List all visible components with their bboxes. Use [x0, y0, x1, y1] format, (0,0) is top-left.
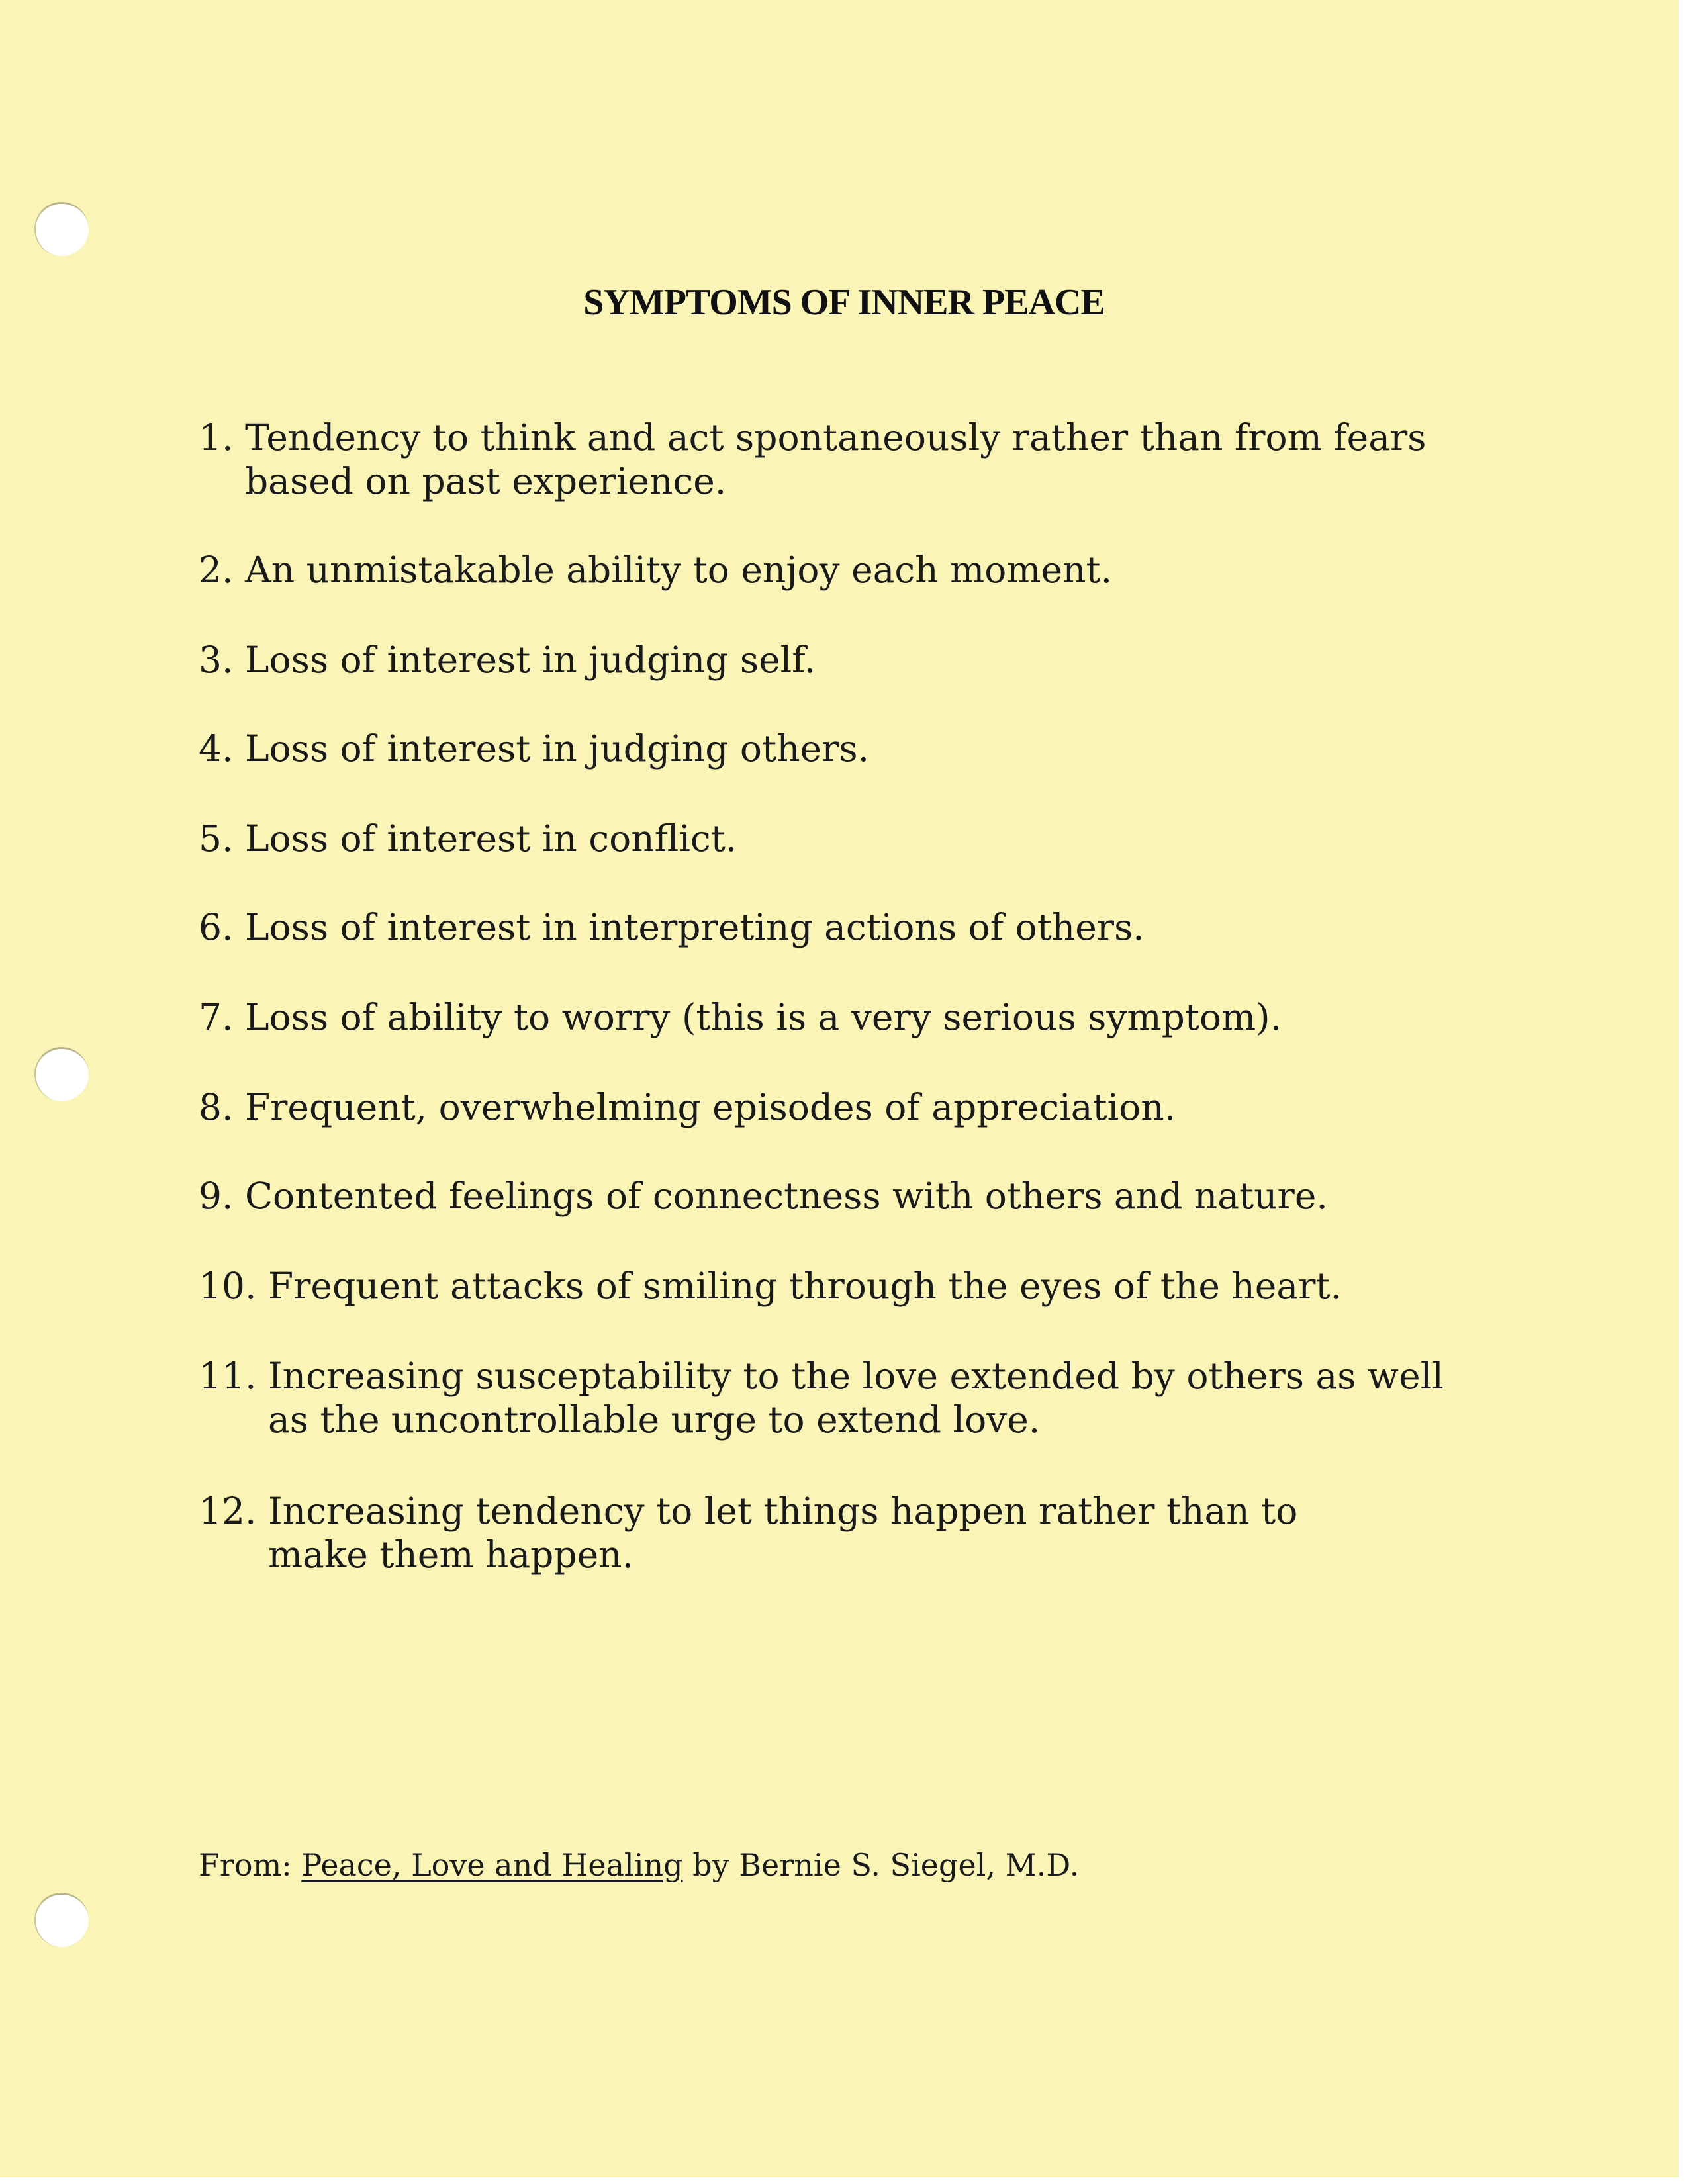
item-number: 10. — [199, 1265, 257, 1307]
item-text: Loss of interest in interpreting actions of others. — [244, 906, 1145, 948]
item-text: Tendency to think and act spontaneously rather than from fears based on past experience. — [244, 416, 1427, 502]
page-right-edge — [1679, 0, 1688, 2184]
item-number: 4. — [199, 727, 234, 770]
item-text: An unmistakable ability to enjoy each moment. — [244, 549, 1113, 591]
list-item — [199, 995, 1496, 1039]
list-item — [199, 1085, 1496, 1129]
page-bottom-edge — [0, 2177, 1688, 2184]
punch-hole-middle — [34, 1047, 89, 1101]
source-citation — [199, 1845, 1456, 1885]
item-number: 2. — [199, 549, 234, 591]
item-text: Contented feelings of connectness with others and nature. — [244, 1175, 1328, 1217]
list-item — [199, 1264, 1496, 1308]
document-title: SYMPTOMS OF INNER PEACE — [583, 282, 1105, 323]
list-item — [199, 905, 1496, 949]
item-number: 9. — [199, 1175, 234, 1217]
item-text: Loss of interest in judging self. — [244, 639, 816, 681]
punch-hole-bottom — [34, 1893, 89, 1947]
item-number: 3. — [199, 639, 234, 681]
item-number: 8. — [199, 1086, 234, 1128]
citation-author: by Bernie S. Siegel, M.D. — [682, 1847, 1080, 1883]
list-item — [199, 727, 1496, 770]
list-item — [199, 1354, 1496, 1441]
item-number: 6. — [199, 906, 234, 948]
punch-hole-top — [34, 202, 89, 256]
item-text: Increasing susceptability to the love extended by others as well as the uncontrollable urge to extend love. — [267, 1355, 1444, 1441]
item-number: 5. — [199, 817, 234, 860]
item-number: 1. — [199, 416, 234, 459]
item-text: Frequent attacks of smiling through the eyes of the heart. — [267, 1265, 1342, 1307]
list-item — [199, 817, 1496, 860]
item-text: Frequent, overwhelming episodes of appreciation. — [244, 1086, 1176, 1128]
item-text: Increasing tendency to let things happen rather than to make them happen. — [267, 1490, 1298, 1576]
item-number: 11. — [199, 1355, 257, 1397]
list-item — [199, 548, 1496, 592]
item-text: Loss of ability to worry (this is a very serious symptom). — [244, 996, 1282, 1038]
list-item — [199, 1174, 1496, 1218]
item-text: Loss of interest in judging others. — [244, 727, 870, 770]
item-number: 7. — [199, 996, 234, 1038]
citation-book-title: Peace, Love and Healing — [301, 1847, 683, 1883]
list-item — [199, 1489, 1496, 1576]
list-item — [199, 416, 1496, 503]
list-item — [199, 638, 1496, 682]
citation-prefix: From: — [199, 1847, 302, 1883]
item-text: Loss of interest in conflict. — [244, 817, 737, 860]
item-number: 12. — [199, 1490, 257, 1532]
